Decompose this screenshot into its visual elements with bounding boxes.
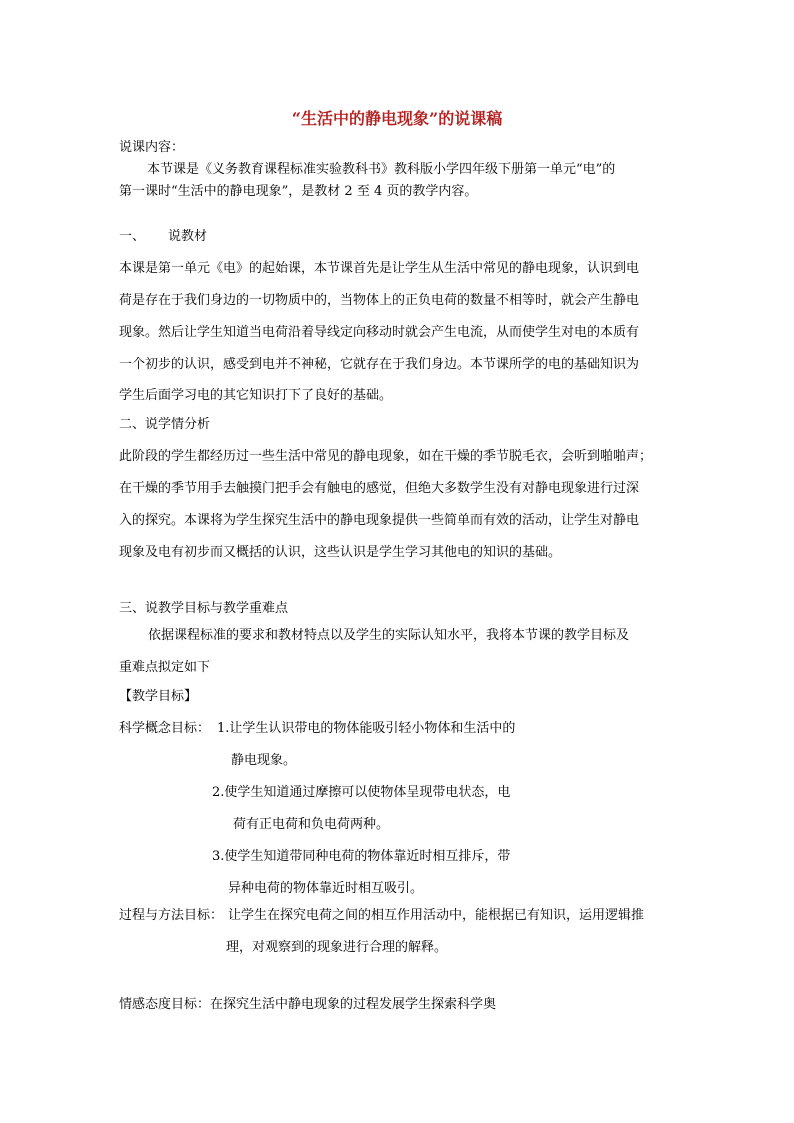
process-goal-label: 过程与方法目标： [119,908,224,923]
section1-paragraph-line: 一个初步的认识，感受到电并不神秘，它就存在于我们身边。本节课所学的电的基础知识为 [119,357,640,372]
science-goal-item: 荷有正电荷和负电荷两种。 [233,817,390,832]
process-goal-line: 理，对观察到的现象进行合理的解释。 [226,940,448,955]
science-goal-item: 2.使学生知道通过摩擦可以使物体呈现带电状态，电 [212,785,511,800]
science-goal-item: 3.使学生知道带同种电荷的物体靠近时相互排斥，带 [212,849,511,864]
science-goal-label: 科学概念目标： [119,721,211,736]
section2-paragraph-line: 入的探究。本课将为学生探究生活中的静电现象提供一些简单而有效的活动，让学生对静电 [119,513,640,528]
science-goal-item: 异种电荷的物体靠近时相互吸引。 [228,881,424,896]
section1-paragraph-line: 学生后面学习电的其它知识打下了良好的基础。 [119,388,393,403]
intro-line: 第一课时“生活中的静电现象”，是教材 2 至 4 页的教学内容。 [119,184,478,199]
section2-heading: 二、说学情分析 [119,417,211,432]
emotion-goal-line: 情感态度目标：在探究生活中静电现象的过程发展学生探索科学奥 [119,997,497,1012]
science-goal-item: 静电现象。 [231,753,297,768]
section3-paragraph-line: 依据课程标准的要求和教材特点以及学生的实际认知水平，我将本节课的教学目标及 [148,628,630,643]
section1-heading: 说教材 [168,229,208,244]
section3-paragraph-line: 重难点拟定如下 [119,660,211,675]
section1-paragraph-line: 本课是第一单元《电》的起始课，本节课首先是让学生从生活中常见的静电现象，认识到电 [119,261,640,276]
intro-heading: 说课内容： [119,140,185,155]
section2-paragraph-line: 此阶段的学生都经历过一些生活中常见的静电现象，如在干燥的季节脱毛衣，会听到啪啪声； [119,449,653,464]
process-goal-line: 让学生在探究电荷之间的相互作用活动中，能根据已有知识，运用逻辑推 [228,908,645,923]
section1-paragraph-line: 荷是存在于我们身边的一切物质中的，当物体上的正负电荷的数量不相等时，就会产生静电 [119,293,640,308]
page-title: “生活中的静电现象”的说课稿 [291,109,503,128]
section2-paragraph-line: 现象及电有初步而又概括的认识，这些认识是学生学习其他电的知识的基础。 [119,545,562,560]
intro-line: 本节课是《义务教育课程标准实验教科书》教科版小学四年级下册第一单元“电”的 [147,162,616,177]
goals-heading: 【教学目标】 [119,689,198,704]
section3-heading: 三、说教学目标与教学重难点 [119,601,289,616]
science-goal-item: 1.让学生认识带电的物体能吸引轻小物体和生活中的 [217,721,516,736]
section2-paragraph-line: 在干燥的季节用手去触摸门把手会有触电的感觉，但绝大多数学生没有对静电现象进行过深 [119,481,640,496]
section1-heading-number: 一、 [119,229,146,244]
section1-paragraph-line: 现象。然后让学生知道当电荷沿着导线定向移动时就会产生电流，从而使学生对电的本质有 [119,325,640,340]
